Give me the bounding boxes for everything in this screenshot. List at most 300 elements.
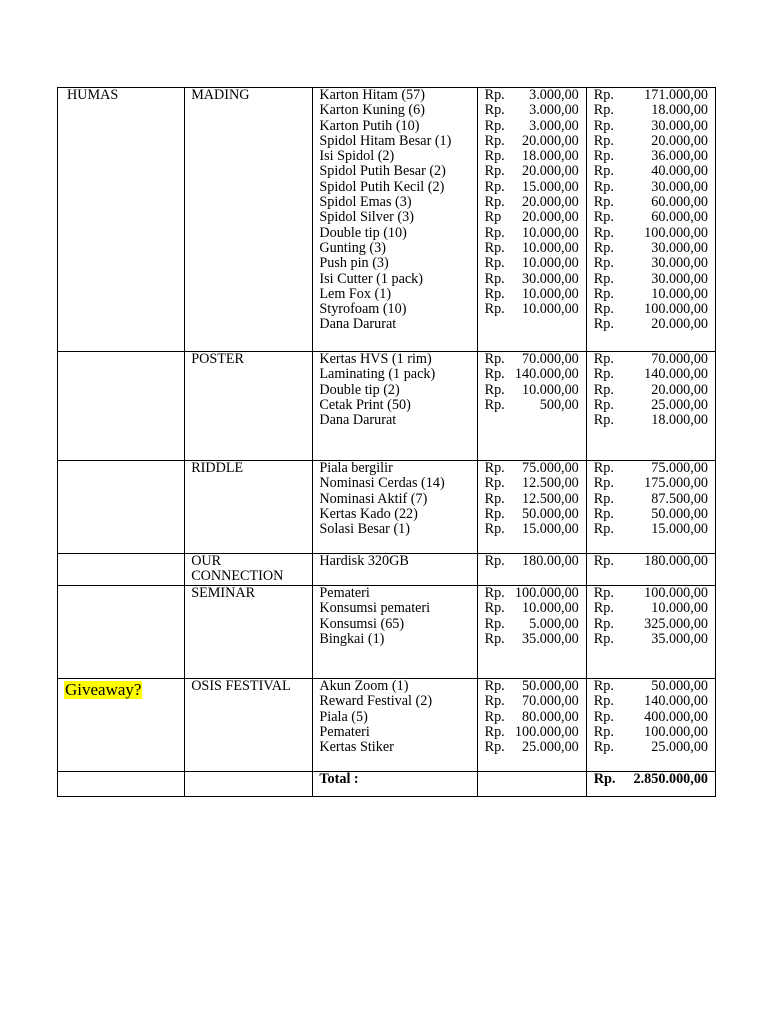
total-price-currency: Rp. — [593, 224, 614, 241]
total-price-currency: Rp. — [593, 553, 614, 569]
item-name: Push pin (3) — [319, 255, 389, 272]
total-price-amount: 100.000,00 — [644, 723, 708, 740]
unit-price — [478, 632, 586, 647]
table-row — [58, 352, 716, 461]
unit-price — [478, 256, 586, 271]
total-price-cell — [586, 461, 715, 554]
total-price-currency: Rp. — [593, 723, 614, 740]
unit-price-amount: 75.000,00 — [522, 460, 579, 476]
total-price-currency: Rp. — [593, 505, 614, 522]
unit-price-currency: Rp. — [484, 381, 505, 398]
total-price — [587, 492, 715, 507]
total-price-amount: 87.500,00 — [651, 490, 708, 507]
unit-price — [478, 507, 586, 522]
division-cell — [58, 461, 185, 554]
unit-price-currency: Rp. — [484, 693, 505, 710]
unit-price-currency: Rp. — [484, 723, 505, 740]
unit-price — [478, 317, 586, 332]
item-name: Akun Zoom (1) — [319, 678, 409, 694]
unit-price-currency: Rp. — [484, 301, 505, 318]
table-row — [58, 88, 716, 352]
total-price-amount: 171.000,00 — [644, 87, 708, 103]
program-label: OSIS FESTIVAL — [191, 678, 291, 694]
item-name: Dana Darurat — [319, 412, 397, 429]
unit-price-currency: Rp. — [484, 630, 505, 647]
grand-total — [587, 772, 715, 787]
item-name: Pemateri — [319, 723, 370, 740]
total-price-currency: Rp. — [593, 412, 614, 429]
unit-price-amount: 3.000,00 — [529, 87, 579, 103]
total-price-cell — [586, 679, 715, 772]
unit-price-amount: 15.000,00 — [522, 521, 579, 538]
total-price — [587, 398, 715, 413]
total-price-amount: 100.000,00 — [644, 301, 708, 318]
unit-price-currency: Rp. — [484, 396, 505, 413]
total-price-amount: 100.000,00 — [644, 585, 708, 601]
unit-price-currency: Rp. — [484, 708, 505, 725]
unit-price-amount: 10.000,00 — [522, 285, 579, 302]
total-price — [587, 617, 715, 632]
item-name: Spidol Putih Besar (2) — [319, 163, 446, 180]
division-label: HUMAS — [67, 87, 119, 103]
total-price — [587, 210, 715, 225]
total-price-currency: Rp. — [593, 239, 614, 256]
table-row — [58, 461, 716, 554]
unit-price — [478, 352, 586, 367]
total-price-amount: 36.000,00 — [651, 148, 708, 165]
unit-price — [478, 617, 586, 632]
item-cell — [313, 88, 477, 352]
total-price — [587, 679, 715, 694]
item-cell — [313, 461, 477, 554]
unit-price-currency: Rp. — [484, 678, 505, 694]
item-name: Nominasi Cerdas (14) — [319, 475, 445, 492]
unit-price — [478, 195, 586, 210]
total-price — [587, 522, 715, 537]
unit-price-currency: Rp. — [484, 87, 505, 103]
unit-price-amount — [579, 413, 586, 428]
total-price-currency: Rp. — [593, 178, 614, 195]
unit-price-amount: 500,00 — [539, 396, 579, 413]
total-price — [587, 554, 715, 569]
unit-price-currency: Rp. — [484, 194, 505, 211]
unit-price-currency: Rp. — [484, 739, 505, 756]
unit-price — [478, 287, 586, 302]
total-price — [587, 195, 715, 210]
total-price-amount: 60.000,00 — [651, 194, 708, 211]
unit-price-currency: Rp. — [484, 490, 505, 507]
unit-price-currency: Rp. — [484, 117, 505, 134]
unit-price — [478, 88, 586, 103]
total-price-currency: Rp. — [593, 255, 614, 272]
total-price — [587, 103, 715, 118]
item-name: Double tip (2) — [319, 381, 400, 398]
unit-price-amount: 50.000,00 — [522, 505, 579, 522]
unit-price-currency: Rp. — [484, 163, 505, 180]
grand-total-amount: 2.850.000,00 — [633, 771, 708, 787]
total-price — [587, 180, 715, 195]
total-price — [587, 164, 715, 179]
unit-price-currency: Rp. — [484, 600, 505, 617]
total-price-currency: Rp. — [593, 209, 614, 226]
budget-table-body — [58, 88, 716, 797]
program-cell — [185, 586, 313, 679]
unit-price-currency: Rp. — [484, 615, 505, 632]
unit-price-currency — [478, 413, 485, 428]
total-price — [587, 302, 715, 317]
item-name: Piala bergilir — [319, 460, 393, 476]
unit-price — [478, 119, 586, 134]
item-name: Karton Kuning (6) — [319, 102, 425, 119]
unit-price-currency: Rp. — [484, 285, 505, 302]
total-price-cell — [586, 88, 715, 352]
total-price-currency: Rp. — [593, 132, 614, 149]
grand-total-currency: Rp. — [593, 771, 616, 787]
total-price-amount: 25.000,00 — [651, 739, 708, 756]
unit-price-cell — [477, 88, 586, 352]
item-name: Konsumsi (65) — [319, 615, 405, 632]
unit-price — [478, 710, 586, 725]
unit-price-amount: 10.000,00 — [522, 301, 579, 318]
total-price-currency: Rp. — [593, 490, 614, 507]
unit-price — [478, 226, 586, 241]
unit-price — [478, 725, 586, 740]
unit-price-currency: Rp. — [484, 521, 505, 538]
total-price-amount: 50.000,00 — [651, 505, 708, 522]
total-price-amount: 60.000,00 — [651, 209, 708, 226]
unit-price-amount: 20.000,00 — [522, 163, 579, 180]
unit-price-amount: 3.000,00 — [529, 102, 579, 119]
item-name: Konsumsi pemateri — [319, 600, 431, 617]
unit-price-amount: 10.000,00 — [522, 255, 579, 272]
total-price-amount: 20.000,00 — [651, 381, 708, 398]
total-price-currency: Rp. — [593, 285, 614, 302]
unit-price-cell — [477, 772, 586, 797]
total-price — [587, 383, 715, 398]
total-price-currency: Rp. — [593, 475, 614, 492]
item-name: Karton Putih (10) — [319, 117, 420, 134]
unit-price-cell — [477, 679, 586, 772]
item-cell — [313, 352, 477, 461]
program-cell — [185, 554, 313, 586]
total-price-currency: Rp. — [593, 615, 614, 632]
total-price — [587, 461, 715, 476]
total-price-cell — [586, 352, 715, 461]
unit-price — [478, 103, 586, 118]
unit-price — [478, 302, 586, 317]
total-price-amount: 18.000,00 — [651, 412, 708, 429]
program-label: MADING — [191, 87, 250, 103]
total-price-cell — [586, 554, 715, 586]
unit-price-currency: Rp. — [484, 224, 505, 241]
total-price-amount: 325.000,00 — [644, 615, 708, 632]
grand-total-cell — [586, 772, 715, 797]
unit-price-currency: Rp — [484, 209, 502, 226]
program-cell — [185, 88, 313, 352]
division-cell — [58, 586, 185, 679]
unit-price-amount: 10.000,00 — [522, 224, 579, 241]
unit-price-amount: 10.000,00 — [522, 239, 579, 256]
unit-price-amount: 50.000,00 — [522, 678, 579, 694]
total-price-amount: 30.000,00 — [651, 178, 708, 195]
total-price — [587, 352, 715, 367]
total-price — [587, 413, 715, 428]
total-price — [587, 241, 715, 256]
total-price-amount: 35.000,00 — [651, 630, 708, 647]
item-name: Styrofoam (10) — [319, 301, 407, 318]
total-price — [587, 287, 715, 302]
item-name: Isi Spidol (2) — [319, 148, 395, 165]
total-price-amount: 175.000,00 — [644, 475, 708, 492]
unit-price-currency: Rp. — [484, 148, 505, 165]
total-price-amount: 40.000,00 — [651, 163, 708, 180]
total-label: Total : — [319, 771, 359, 787]
program-cell — [185, 679, 313, 772]
total-price-currency: Rp. — [593, 739, 614, 756]
total-price-amount: 25.000,00 — [651, 396, 708, 413]
item-name: Laminating (1 pack) — [319, 366, 436, 383]
program-label: POSTER — [191, 351, 245, 367]
total-price-amount: 50.000,00 — [651, 678, 708, 694]
unit-price-amount: 3.000,00 — [529, 117, 579, 134]
total-price — [587, 149, 715, 164]
unit-price — [478, 210, 586, 225]
unit-price — [478, 601, 586, 616]
total-price-currency: Rp. — [593, 148, 614, 165]
unit-price-currency: Rp. — [484, 270, 505, 287]
item-name: Reward Festival (2) — [319, 693, 433, 710]
total-price-amount: 10.000,00 — [651, 285, 708, 302]
unit-price-amount: 15.000,00 — [522, 178, 579, 195]
unit-price-amount: 12.500,00 — [522, 490, 579, 507]
unit-price — [478, 272, 586, 287]
total-price-amount: 30.000,00 — [651, 239, 708, 256]
unit-price-amount: 20.000,00 — [522, 194, 579, 211]
total-price-amount: 30.000,00 — [651, 255, 708, 272]
item-name: Kertas Kado (22) — [319, 505, 418, 522]
total-price-currency: Rp. — [593, 301, 614, 318]
total-price-currency: Rp. — [593, 102, 614, 119]
total-price — [587, 272, 715, 287]
unit-price-amount: 10.000,00 — [522, 600, 579, 617]
budget-table — [57, 87, 716, 797]
item-name: Piala (5) — [319, 708, 368, 725]
total-price — [587, 586, 715, 601]
unit-price-amount: 100.000,00 — [514, 723, 579, 740]
unit-price-amount: 80.000,00 — [522, 708, 579, 725]
total-price — [587, 601, 715, 616]
total-price — [587, 256, 715, 271]
total-price-currency: Rp. — [593, 708, 614, 725]
item-name: Lem Fox (1) — [319, 285, 392, 302]
table-row — [58, 586, 716, 679]
item-name: Nominasi Aktif (7) — [319, 490, 428, 507]
total-price-currency: Rp. — [593, 366, 614, 383]
total-price-currency: Rp. — [593, 460, 614, 476]
unit-price-amount: 30.000,00 — [522, 270, 579, 287]
unit-price-currency: Rp. — [484, 460, 505, 476]
unit-price-amount: 5.000,00 — [529, 615, 579, 632]
unit-price — [478, 679, 586, 694]
total-price-currency: Rp. — [593, 630, 614, 647]
total-price-cell — [586, 586, 715, 679]
unit-price-cell — [477, 554, 586, 586]
item-name: Pemateri — [319, 585, 370, 601]
item-name: Spidol Hitam Besar (1) — [319, 132, 452, 149]
program-cell — [185, 461, 313, 554]
unit-price-currency: Rp. — [484, 178, 505, 195]
unit-price-amount: 10.000,00 — [522, 381, 579, 398]
total-price — [587, 632, 715, 647]
division-cell — [58, 352, 185, 461]
total-price — [587, 226, 715, 241]
unit-price-currency: Rp. — [484, 239, 505, 256]
unit-price-currency: Rp. — [484, 475, 505, 492]
total-price-currency: Rp. — [593, 117, 614, 134]
unit-price-amount: 35.000,00 — [522, 630, 579, 647]
program-cell — [185, 352, 313, 461]
unit-price — [478, 164, 586, 179]
total-price-currency: Rp. — [593, 381, 614, 398]
unit-price — [478, 134, 586, 149]
unit-price-amount: 18.000,00 — [522, 148, 579, 165]
unit-price-amount: 20.000,00 — [522, 132, 579, 149]
division-cell — [58, 88, 185, 352]
program-cell — [185, 772, 313, 797]
unit-price — [478, 367, 586, 382]
total-price-amount: 30.000,00 — [651, 270, 708, 287]
item-name: Solasi Besar (1) — [319, 521, 411, 538]
item-name: Gunting (3) — [319, 239, 386, 256]
total-price-amount: 20.000,00 — [651, 132, 708, 149]
unit-price — [478, 413, 586, 428]
total-price-currency: Rp. — [593, 351, 614, 367]
total-price-currency: Rp. — [593, 693, 614, 710]
item-cell — [313, 679, 477, 772]
unit-price — [478, 554, 586, 569]
unit-price-cell — [477, 352, 586, 461]
item-name: Hardisk 320GB — [319, 553, 409, 569]
item-name: Cetak Print (50) — [319, 396, 411, 413]
total-price — [587, 725, 715, 740]
unit-price-amount: 180.00,00 — [522, 553, 579, 569]
total-price — [587, 134, 715, 149]
total-row — [58, 772, 716, 797]
total-label-cell — [313, 772, 477, 797]
unit-price — [478, 180, 586, 195]
item-name: Bingkai (1) — [319, 630, 385, 647]
total-price-currency: Rp. — [593, 600, 614, 617]
unit-price-currency: Rp. — [484, 366, 505, 383]
total-price-currency: Rp. — [593, 521, 614, 538]
total-price — [587, 694, 715, 709]
total-price — [587, 317, 715, 332]
unit-price-amount: 20.000,00 — [522, 209, 579, 226]
unit-price-cell — [477, 461, 586, 554]
total-price-currency: Rp. — [593, 678, 614, 694]
unit-price — [478, 740, 586, 755]
total-price-amount: 70.000,00 — [651, 351, 708, 367]
unit-price-currency: Rp. — [484, 132, 505, 149]
total-price-amount: 400.000,00 — [644, 708, 708, 725]
total-price — [587, 476, 715, 491]
total-price — [587, 507, 715, 522]
total-price — [587, 710, 715, 725]
unit-price-currency — [478, 317, 485, 332]
division-cell — [58, 772, 185, 797]
total-price — [587, 119, 715, 134]
unit-price — [478, 476, 586, 491]
unit-price — [478, 492, 586, 507]
unit-price-amount — [579, 317, 586, 332]
item-name: Isi Cutter (1 pack) — [319, 270, 423, 287]
unit-price-currency: Rp. — [484, 351, 505, 367]
unit-price-currency: Rp. — [484, 255, 505, 272]
total-price-amount: 10.000,00 — [651, 600, 708, 617]
total-price — [587, 367, 715, 382]
item-name: Spidol Putih Kecil (2) — [319, 178, 445, 195]
total-price-amount: 140.000,00 — [644, 693, 708, 710]
unit-price-amount: 70.000,00 — [522, 351, 579, 367]
total-price-currency: Rp. — [593, 396, 614, 413]
program-label: OUR — [191, 553, 222, 569]
item-cell — [313, 554, 477, 586]
total-price-amount: 18.000,00 — [651, 102, 708, 119]
unit-price-currency: Rp. — [484, 505, 505, 522]
item-name: Kertas HVS (1 rim) — [319, 351, 432, 367]
division-cell — [58, 679, 185, 772]
program-label: SEMINAR — [191, 585, 256, 601]
total-price-amount: 75.000,00 — [651, 460, 708, 476]
item-name: Karton Hitam (57) — [319, 87, 425, 103]
unit-price-amount: 12.500,00 — [522, 475, 579, 492]
total-price — [587, 88, 715, 103]
total-price-currency: Rp. — [593, 270, 614, 287]
item-name: Spidol Emas (3) — [319, 194, 412, 211]
unit-price — [478, 461, 586, 476]
total-price-currency: Rp. — [593, 87, 614, 103]
unit-price — [478, 149, 586, 164]
total-price-amount: 100.000,00 — [644, 224, 708, 241]
program-label: CONNECTION — [191, 568, 284, 585]
total-price-amount: 140.000,00 — [644, 366, 708, 383]
unit-price-currency: Rp. — [484, 553, 505, 569]
item-name: Dana Darurat — [319, 316, 397, 333]
table-row — [58, 554, 716, 586]
total-price-amount: 30.000,00 — [651, 117, 708, 134]
table-row — [58, 679, 716, 772]
unit-price-amount: 25.000,00 — [522, 739, 579, 756]
total-price-currency: Rp. — [593, 316, 614, 333]
division-cell — [58, 554, 185, 586]
total-price-currency: Rp. — [593, 194, 614, 211]
unit-price-currency: Rp. — [484, 585, 505, 601]
total-price-currency: Rp. — [593, 585, 614, 601]
item-name: Kertas Stiker — [319, 739, 394, 756]
unit-price-currency: Rp. — [484, 102, 505, 119]
item-cell — [313, 586, 477, 679]
unit-price — [478, 241, 586, 256]
unit-price — [478, 694, 586, 709]
unit-price-amount: 100.000,00 — [514, 585, 579, 601]
total-price — [587, 740, 715, 755]
item-name: Spidol Silver (3) — [319, 209, 414, 226]
unit-price-amount: 140.000,00 — [514, 366, 579, 383]
item-name: Double tip (10) — [319, 224, 407, 241]
program-label: RIDDLE — [191, 460, 244, 476]
total-price-amount: 15.000,00 — [651, 521, 708, 538]
unit-price-cell — [477, 586, 586, 679]
